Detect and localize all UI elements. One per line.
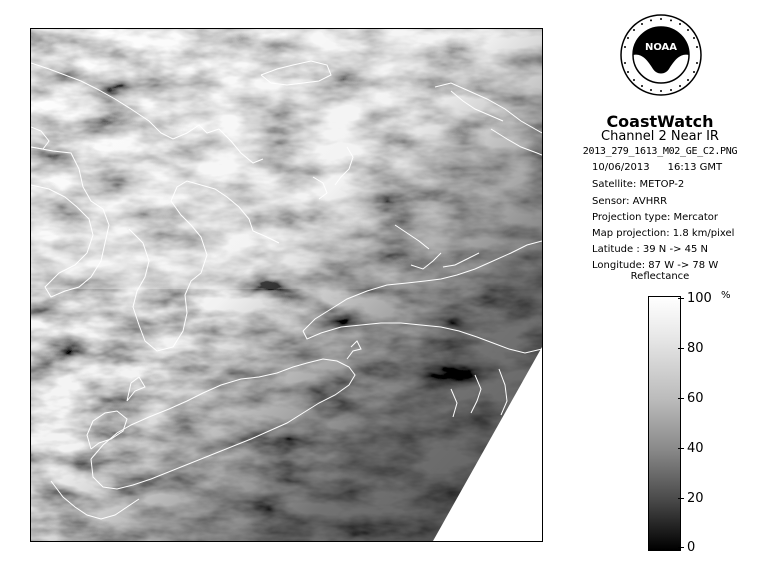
colorbar-tick: [678, 498, 684, 499]
longitude-line: [592, 260, 718, 271]
meta-label: Map projection:: [592, 228, 670, 239]
colorbar-tick: [678, 398, 684, 399]
colorbar-tick: [678, 448, 684, 449]
meta-label: Sensor:: [592, 196, 630, 207]
satellite-line: [592, 179, 684, 190]
file-name: 2013_279_1613_M02_GE_C2.PNG: [582, 146, 738, 157]
colorbar-tick: [678, 298, 684, 299]
meta-label: Longitude:: [592, 260, 646, 271]
colorbar-tick-label: 0: [687, 540, 696, 555]
logo-center-text: NOAA: [644, 42, 678, 53]
projection-type-line: [592, 212, 718, 223]
meta-value: Mercator: [673, 212, 718, 223]
satellite-image: [30, 28, 543, 542]
meta-value: 87 W -> 78 W: [648, 260, 719, 271]
colorbar-label: Reflectance: [630, 271, 690, 282]
lower-clear-darkening: [31, 29, 542, 541]
latitude-line: [592, 244, 708, 255]
meta-label: Latitude :: [592, 244, 640, 255]
colorbar-tick: [678, 348, 684, 349]
acquisition-date: 10/06/2013: [592, 162, 650, 173]
meta-label: Projection type:: [592, 212, 671, 223]
colorbar-tick-label: 40: [687, 441, 704, 456]
colorbar: [648, 296, 681, 551]
satellite-image-svg: [31, 29, 542, 541]
meta-value: 1.8 km/pixel: [672, 228, 735, 239]
meta-label: Satellite:: [592, 179, 637, 190]
colorbar-unit: %: [721, 290, 731, 301]
sensor-line: [592, 196, 667, 207]
colorbar-tick: [678, 547, 684, 548]
acquisition-datetime: [592, 162, 722, 173]
map-projection-line: [592, 228, 734, 239]
noaa-logo: [619, 13, 703, 97]
colorbar-tick-label: 20: [687, 491, 704, 506]
acquisition-time: 16:13 GMT: [667, 162, 723, 173]
meta-value: 39 N -> 45 N: [642, 244, 709, 255]
colorbar-tick-label: 80: [687, 341, 704, 356]
product-title: CoastWatch: [606, 112, 714, 131]
noaa-logo-svg: [619, 13, 703, 97]
channel-label: Channel 2 Near IR: [601, 129, 719, 144]
colorbar-tick-label: 60: [687, 391, 704, 406]
meta-value: METOP-2: [639, 179, 685, 190]
colorbar-tick-label: 100: [687, 291, 712, 306]
meta-value: AVHRR: [632, 196, 668, 207]
